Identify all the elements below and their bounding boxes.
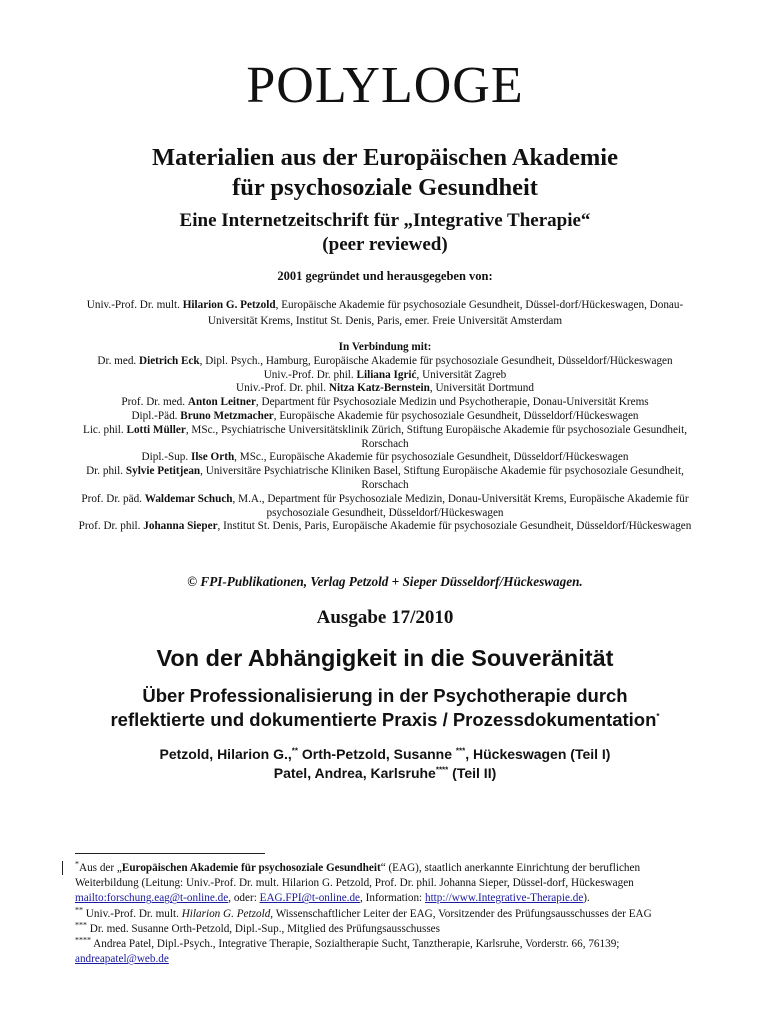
collaborator-entry	[70, 520, 700, 534]
collaborator-title: Lic. phil.	[82, 423, 127, 436]
collaborator-affiliation: , Universität Dortmund	[429, 382, 534, 395]
collaborator-title: Dipl.-Päd.	[131, 409, 181, 422]
footnote-italic: Hilarion G. Petzold	[181, 907, 271, 920]
footnote-3	[75, 922, 695, 937]
collaborator-title: Dr. med.	[97, 354, 140, 367]
footnote-text: , oder:	[228, 892, 260, 905]
article-authors	[0, 745, 770, 783]
collaborator-entry	[70, 493, 700, 521]
collaborator-title: Prof. Dr. päd.	[81, 492, 145, 505]
email-link[interactable]: mailto:forschung.eag@t-online.de	[75, 892, 229, 905]
footnote-separator	[75, 853, 265, 854]
journal-subtitle	[0, 143, 770, 203]
issue-number: Ausgabe 17/2010	[316, 607, 454, 628]
founder-name: Hilarion G. Petzold	[182, 299, 276, 311]
collaborator-affiliation: , MSc., Europäische Akademie für psychosoziale Gesundheit, Düsseldorf/Hückeswagen	[234, 451, 629, 464]
collaborator-entry	[70, 451, 700, 465]
collaborator-affiliation: , Universitäre Psychiatrische Kliniken Basel, Stiftung Europäische Akademie für psychosoziale Gesundheit, Rorschach	[200, 465, 684, 491]
founded-line: 2001 gegründet und herausgegeben von:	[277, 269, 493, 283]
journal-tagline	[0, 209, 770, 257]
change-bar	[62, 861, 63, 875]
email-link[interactable]: andreapatel@web.de	[75, 953, 169, 966]
footnote-text: , Information:	[360, 892, 425, 905]
collaborator-entry	[70, 396, 700, 410]
footnote-text: Univ.-Prof. Dr. mult.	[83, 907, 182, 920]
collaborator-name: Liliana Igrić	[356, 368, 417, 381]
collaborator-affiliation: , Universität Zagreb	[416, 368, 507, 381]
collaborator-entry	[70, 424, 700, 452]
collaborator-affiliation: , Europäische Akademie für psychosoziale Gesundheit, Düsseldorf/Hückeswagen	[273, 409, 639, 422]
author-name: Orth-Petzold, Susanne	[297, 746, 456, 762]
footnote-4	[75, 937, 695, 967]
founder-affiliation: , Europäische Akademie für psychosoziale Gesundheit, Düssel-dorf/Hückeswagen, Donau-Universität Krems, Institut St. Denis, Paris, emer. Freie Universität Amsterdam	[207, 299, 684, 327]
footnote-marker: ***	[455, 746, 466, 756]
collaborator-affiliation: , Department für Psychosoziale Medizin und Psychotherapie, Donau-Universität Krems	[255, 396, 649, 409]
footnote-marker: **	[75, 904, 83, 914]
tagline-line-1: Eine Internetzeitschrift für „Integrative Therapie“	[179, 210, 591, 231]
collaborator-entry	[70, 410, 700, 424]
footnote-text: Dr. med. Susanne Orth-Petzold, Dipl.-Sup., Mitglied des Prüfungsausschusses	[87, 922, 441, 935]
collaborator-title: Dipl.-Sup.	[141, 451, 191, 464]
collaborator-name: Johanna Sieper	[143, 520, 218, 533]
article-subtitle-line-1: Über Professionalisierung in der Psychotherapie durch	[142, 685, 628, 706]
collaborator-name: Nitza Katz-Bernstein	[328, 382, 430, 395]
footnote-text: “ (EAG), staatlich anerkannte Einrichtung der beruflichen Weiterbildung (Leitung: Univ.-Prof. Dr. mult. Hilarion G. Petzold, Prof. Dr. phil. Johanna Sieper, Düssel-dorf, Hückeswagen	[75, 862, 641, 890]
authors-line-1	[0, 745, 770, 764]
article-subtitle	[0, 684, 770, 732]
email-link[interactable]: EAG.FPI@t-online.de	[259, 892, 361, 905]
article-subtitle-line-2	[0, 708, 770, 732]
website-link[interactable]: http://www.Integrative-Therapie.de	[424, 892, 584, 905]
collaborator-title: Prof. Dr. phil.	[78, 520, 144, 533]
subtitle-line-1: Materialien aus der Europäischen Akademie	[152, 144, 618, 171]
footnote-1	[75, 861, 695, 907]
article-subtitle-line-2-text: reflektierte und dokumentierte Praxis / Prozessdokumentation	[110, 709, 657, 730]
collaborator-name: Anton Leitner	[187, 396, 256, 409]
collaborators-block	[70, 341, 700, 534]
collaborator-entry	[70, 465, 700, 493]
author-location: , Hückeswagen (Teil I)	[465, 746, 611, 762]
footnote-marker: **	[291, 746, 298, 756]
collaborator-affiliation: , Institut St. Denis, Paris, Europäische Akademie für psychosoziale Gesundheit, Düsseldorf/Hückeswagen	[217, 520, 692, 533]
collaborator-name: Dietrich Eck	[139, 354, 200, 367]
footnote-marker: ***	[75, 920, 87, 930]
collaborator-title: Univ.-Prof. Dr. phil.	[236, 382, 329, 395]
copyright-line: © FPI-Publikationen, Verlag Petzold + Sieper Düsseldorf/Hückeswagen.	[187, 574, 583, 589]
collaborator-entry	[70, 382, 700, 396]
collaborators-heading: In Verbindung mit:	[338, 341, 432, 353]
collaborator-affiliation: , M.A., Department für Psychosoziale Medizin, Donau-Universität Krems, Europäische Akademie für psychosoziale Gesundheit, Düsseldorf/Hückeswagen	[232, 492, 689, 519]
footnote-marker: *	[656, 711, 660, 721]
collaborator-name: Sylvie Petitjean	[125, 465, 201, 478]
footnote-text: Andrea Patel, Dipl.-Psych., Integrative Therapie, Sozialtherapie Sucht, Tanztherapie, Karlsruhe, Vorderstr. 66, 76139;	[91, 938, 620, 951]
collaborator-name: Bruno Metzmacher	[180, 409, 274, 422]
collaborator-name: Waldemar Schuch	[144, 492, 233, 505]
subtitle-line-2: für psychosoziale Gesundheit	[232, 174, 538, 201]
footnotes	[75, 861, 695, 967]
footnote-2	[75, 904, 695, 922]
author-name: Petzold, Hilarion G.,	[159, 746, 292, 762]
author-part: (Teil II)	[448, 765, 497, 781]
footnote-marker: ****	[75, 935, 91, 945]
founder-prefix: Univ.-Prof. Dr. mult.	[86, 299, 183, 311]
founder-block	[80, 298, 690, 329]
author-name: Patel, Andrea, Karlsruhe	[273, 765, 436, 781]
collaborator-affiliation: , Dipl. Psych., Hamburg, Europäische Akademie für psychosoziale Gesundheit, Düsseldorf/Hückeswagen	[199, 354, 673, 367]
footnote-marker: ****	[435, 765, 449, 775]
footnote-bold: Europäischen Akademie für psychosoziale Gesundheit	[121, 862, 381, 874]
tagline-line-2: (peer reviewed)	[322, 234, 448, 255]
footnote-text: Aus der „	[79, 862, 122, 874]
collaborator-title: Dr. phil.	[86, 465, 126, 478]
footnote-text: ).	[583, 892, 590, 905]
footnote-marker: *	[75, 859, 79, 869]
collaborator-entry	[70, 369, 700, 383]
collaborator-affiliation: , MSc., Psychiatrische Universitätsklinik Zürich, Stiftung Europäische Akademie für psychosoziale Gesundheit, Rorschach	[185, 423, 687, 450]
collaborator-name: Lotti Müller	[126, 423, 186, 436]
collaborator-title: Prof. Dr. med.	[121, 396, 188, 409]
collaborator-title: Univ.-Prof. Dr. phil.	[263, 368, 357, 381]
authors-line-2	[0, 764, 770, 783]
collaborator-name: Ilse Orth	[190, 451, 235, 464]
journal-title: POLYLOGE	[246, 57, 524, 114]
article-title: Von der Abhängigkeit in die Souveränität	[156, 645, 614, 671]
collaborator-entry	[70, 355, 700, 369]
footnote-text: , Wissenschaftlicher Leiter der EAG, Vorsitzender des Prüfungsausschusses der EAG	[270, 907, 652, 920]
